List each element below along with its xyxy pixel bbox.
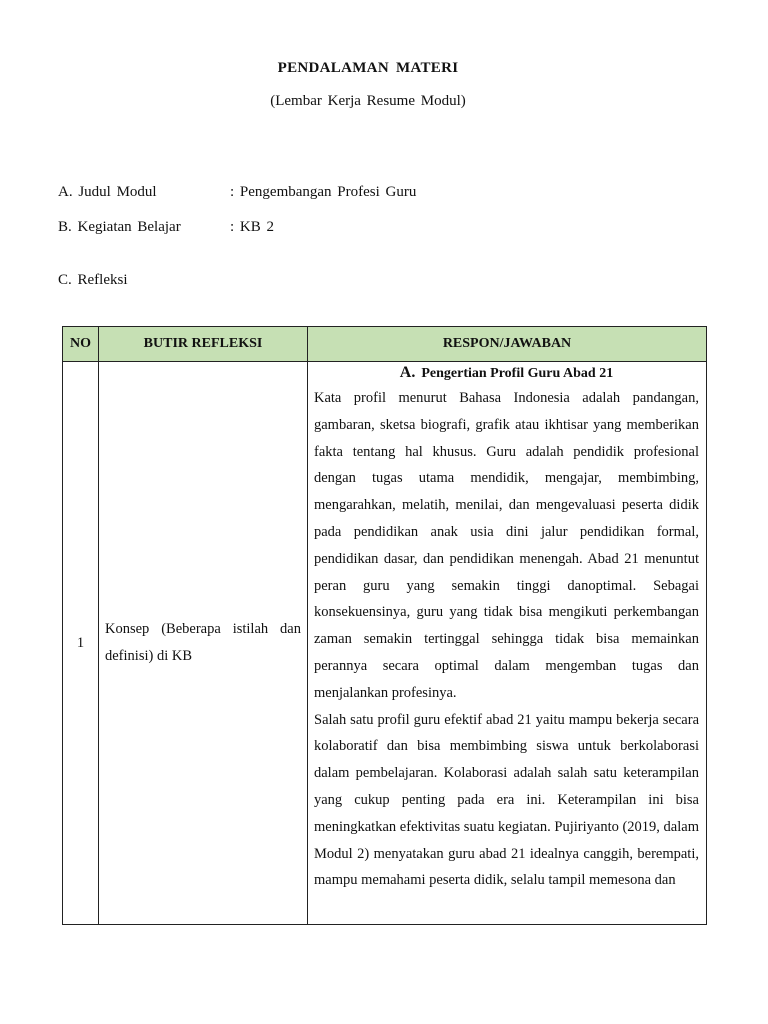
page-title: PENDALAMAN MATERI bbox=[277, 60, 459, 76]
reflection-item: Konsep (Beberapa istilah dan definisi) di KB bbox=[99, 362, 308, 925]
learning-activity-value: : KB 2 bbox=[230, 219, 275, 235]
table-header-row bbox=[63, 327, 707, 362]
reflection-table bbox=[62, 326, 707, 925]
row-number: 1 bbox=[63, 362, 99, 925]
module-title-label: A. Judul Modul bbox=[58, 184, 157, 200]
page-subtitle: (Lembar Kerja Resume Modul) bbox=[270, 93, 466, 109]
header-no: NO bbox=[63, 327, 99, 362]
header-respon-jawaban: RESPON/JAWABAN bbox=[308, 327, 707, 362]
response-heading-letter: A. bbox=[399, 364, 416, 381]
learning-activity-row bbox=[58, 219, 274, 236]
response-paragraph: Kata profil menurut Bahasa Indonesia adalah pandangan, gambaran, sketsa biografi, grafik atau ikhtisar yang memberikan fakta tentang hal khusus. Guru adalah pendidik profesional dengan tugas utama mendidik, mengajar, membimbing, mengarahkan, melatih, menilai, dan mengevaluasi peserta didik pada pendidikan anak usia dini jalur pendidikan formal, pendidikan dasar, dan pendidikan menengah. Abad 21 menuntut peran guru yang semakin tinggi danoptimal. Sebagai konsekuensinya, guru yang tidak bisa mengikuti perkembangan zaman semakin tertinggal sehingga tidak bisa memainkan perannya secara optimal dalam mengemban tugas dan menjalankan profesinya. bbox=[314, 390, 699, 701]
response-cell bbox=[308, 362, 707, 925]
reflection-section-label: C. Refleksi bbox=[58, 272, 128, 288]
response-heading bbox=[314, 362, 699, 383]
module-title-value: : Pengembangan Profesi Guru bbox=[230, 184, 417, 200]
response-paragraph: Salah satu profil guru efektif abad 21 yaitu mampu bekerja secara kolaboratif dan bisa membimbing siswa untuk berkolaborasi dalam pembelajaran. Kolaborasi adalah salah satu keterampilan yang cukup penting pada era ini. Keterampilan ini bisa meningkatkan efektivitas suatu kegiatan. Pujiriyanto (2019, dalam Modul 2) menyatakan guru abad 21 idealnya canggih, berempati, mampu memahami peserta didik, selalu tampil memesona dan bbox=[314, 711, 699, 889]
module-title-row bbox=[58, 184, 416, 201]
learning-activity-label: B. Kegiatan Belajar bbox=[58, 219, 181, 235]
response-heading-text: Pengertian Profil Guru Abad 21 bbox=[421, 366, 614, 381]
header-butir-refleksi: BUTIR REFLEKSI bbox=[99, 327, 308, 362]
table-row bbox=[63, 362, 707, 925]
